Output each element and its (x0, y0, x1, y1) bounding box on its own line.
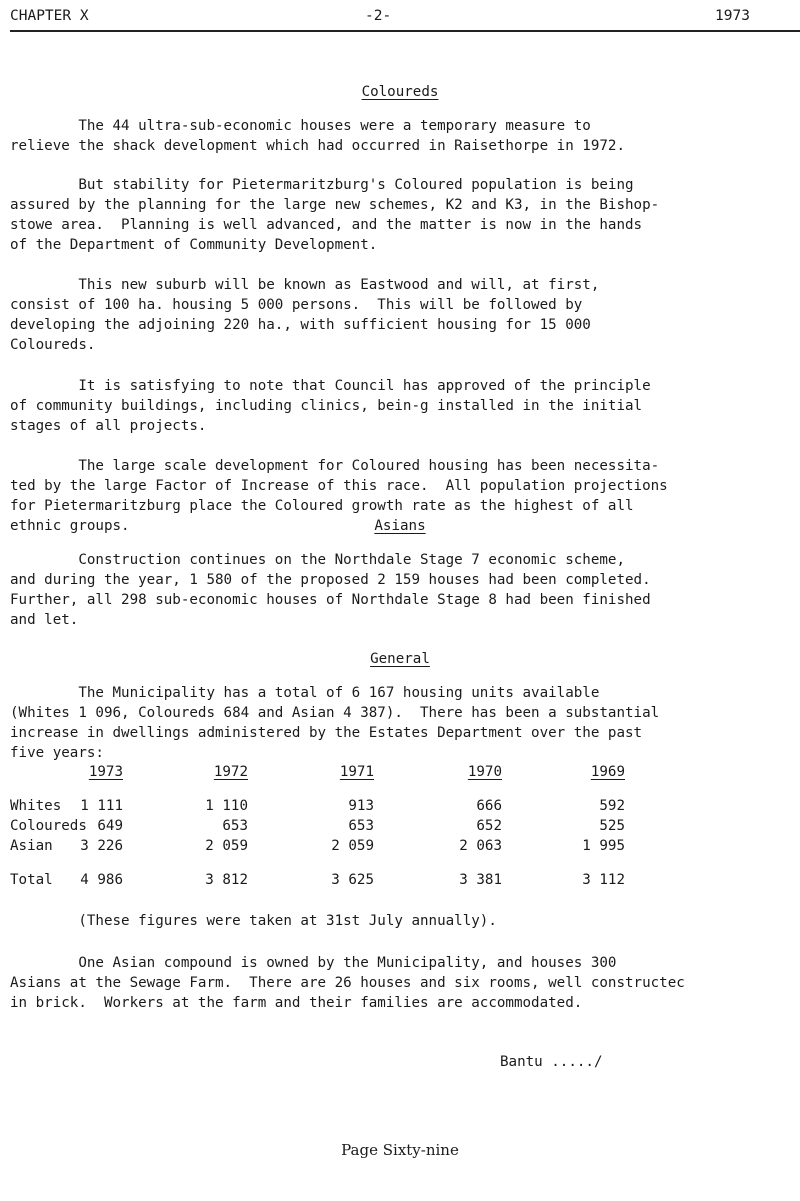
table-cell: 3 226 (80, 838, 123, 854)
table-row-total (0, 870, 800, 890)
row-label: Asian (10, 838, 53, 854)
continuation-marker: Bantu ...../ (500, 1054, 603, 1070)
table-cell: 1 995 (582, 838, 625, 854)
page-footer: Page Sixty-nine (341, 1141, 459, 1159)
table-cell: 2 063 (459, 838, 502, 854)
table-cell: 653 (348, 818, 374, 834)
table-cell: 652 (476, 818, 502, 834)
paragraph-asians-1: Construction continues on the Northdale Stage 7 economic scheme, and during the year, 1 580 of the proposed 2 159 houses had been completed. Further, all 298 sub-economic houses of Northdale Stage 8 had been finished and let. (10, 552, 651, 628)
page-marker: -2- (365, 8, 392, 24)
heading-coloureds: Coloureds (361, 84, 439, 100)
paragraph-coloureds-4: It is satisfying to note that Council has approved of the principle of community buildings, including clinics, bein-g installed in the initial stages of all projects. (10, 378, 651, 434)
paragraph-coloureds-2: But stability for Pietermaritzburg's Coloured population is being assured by the planning for the large new schemes, K2 and K3, in the Bishop- stowe area. Planning is well advanced, and the matter is now in the hands of the Department of Community Development. (10, 177, 660, 253)
row-label: Whites (10, 798, 62, 814)
year-header: 1969 (590, 764, 625, 780)
header-rule (10, 30, 800, 32)
table-cell: 913 (348, 798, 374, 814)
table-cell: 3 812 (205, 872, 248, 888)
table-cell: 3 625 (331, 872, 374, 888)
table-header-row (0, 762, 800, 782)
table-cell: 666 (476, 798, 502, 814)
year-header: 1970 (467, 764, 502, 780)
heading-general: General (370, 651, 430, 667)
table-cell: 653 (222, 818, 248, 834)
table-cell: 3 381 (459, 872, 502, 888)
table-cell: 3 112 (582, 872, 625, 888)
table-cell: 1 111 (80, 798, 123, 814)
table-cell: 592 (599, 798, 625, 814)
table-cell: 4 986 (80, 872, 123, 888)
row-label: Total (10, 872, 53, 888)
paragraph-general-closing: One Asian compound is owned by the Municipality, and houses 300 Asians at the Sewage Farm. There are 26 houses and six rooms, well constructec in brick. Workers at the farm and their families are accommodated. (10, 955, 685, 1011)
table-cell: 2 059 (331, 838, 374, 854)
table-cell: 649 (97, 818, 123, 834)
table-note: (These figures were taken at 31st July annually). (10, 913, 497, 929)
table-row-whites (0, 796, 800, 816)
table-cell: 525 (599, 818, 625, 834)
table-row-coloureds (0, 816, 800, 836)
paragraph-coloureds-1: The 44 ultra-sub-economic houses were a temporary measure to relieve the shack development which had occurred in Raisethorpe in 1972. (10, 118, 625, 154)
paragraph-coloureds-5: The large scale development for Coloured housing has been necessita- ted by the large Factor of Increase of this race. All population projections for Pietermaritzburg place the Coloured growth rate as the highest of all ethnic groups. (10, 458, 668, 534)
table-cell: 1 110 (205, 798, 248, 814)
heading-asians: Asians (374, 518, 426, 534)
table-cell: 2 059 (205, 838, 248, 854)
table-row-asian (0, 836, 800, 856)
chapter-label: CHAPTER X (10, 8, 89, 24)
header-year: 1973 (715, 8, 750, 24)
year-header: 1973 (88, 764, 123, 780)
year-header: 1972 (213, 764, 248, 780)
paragraph-coloureds-3: This new suburb will be known as Eastwood and will, at first, consist of 100 ha. housing 5 000 persons. This will be followed by developing the adjoining 220 ha., with sufficient housing for 15 000 Coloureds. (10, 277, 600, 353)
paragraph-general-intro: The Municipality has a total of 6 167 housing units available (Whites 1 096, Coloureds 684 and Asian 4 387). There has been a substantial increase in dwellings administered by the Estates Department over the past five years: (10, 685, 660, 761)
year-header: 1971 (339, 764, 374, 780)
row-label: Coloureds (10, 818, 87, 834)
